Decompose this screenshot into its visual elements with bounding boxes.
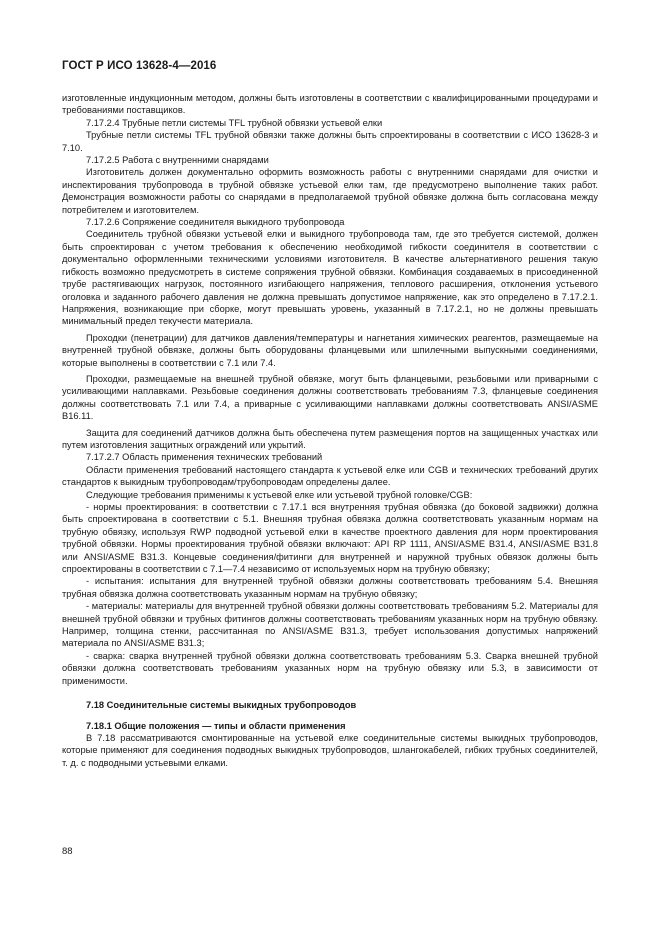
paragraph: Области применения требований настоящего стандарта к устьевой елке или CGB и технических требований других стандартов к выкидным трубопроводам/трубопроводам определены далее. xyxy=(62,464,598,488)
list-item-materials: - материалы: материалы для внутренней трубной обвязки должны соответствовать требованиям 5.2. Материалы для внешней трубной обвязки и трубных фитингов должны соответствовать требованиям указанных норм на трубную обвязку. Например, толщина стенки, рассчитанная по ANSI/ASME B31.3, требует использования допустимых напряжений материала по ANSI/ASME B31.3; xyxy=(62,601,598,649)
paragraph-continuation: изготовленные индукционным методом, должны быть изготовлены в соответствии с квалифицированными процедурами и требованиями поставщиков. xyxy=(62,93,598,116)
page-number: 88 xyxy=(62,846,73,857)
paragraph: Проходки, размещаемые на внешней трубной обвязке, могут быть фланцевыми, резьбовыми или приварными с усиливающими наплавками. Резьбовые соединения должны соответствовать требованиям 7.3, фланцевые соединения должны соответствовать 7.1 или 7.4, а приварные с усиливающими наплавками должны соответствовать ANSI/ASME B16.11. xyxy=(62,373,598,422)
clause-7-17-2-7-title: 7.17.2.7 Область применения технических требований xyxy=(86,452,323,463)
paragraph: Следующие требования применимы к устьевой елке или устьевой трубной головке/CGB: xyxy=(86,489,473,500)
paragraph: Проходки (пенетрации) для датчиков давления/температуры и нагнетания химических реагентов, размещаемые на внутренней трубной обвязке, должны быть оборудованы фланцевыми или шпилечными выпускными соединениями, которые выполнены в соответствии с 7.1 или 7.4. xyxy=(62,332,598,368)
paragraph: Защита для соединений датчиков должна быть обеспечена путем размещения портов на защищенных участках или путем изготовления защитных ограждений или укрытий. xyxy=(62,427,598,450)
section-7-18-1-heading: 7.18.1 Общие положения — типы и области применения xyxy=(86,720,346,731)
clause-7-17-2-4-title: 7.17.2.4 Трубные петли системы TFL трубной обвязки устьевой елки xyxy=(86,117,383,128)
document-body xyxy=(62,92,598,769)
clause-7-17-2-5-title: 7.17.2.5 Работа с внутренними снарядами xyxy=(86,155,269,166)
paragraph: Трубные петли системы TFL трубной обвязки также должны быть спроектированы в соответствии с ИСО 13628-3 и 7.10. xyxy=(62,130,598,153)
list-item-testing: - испытания: испытания для внутренней трубной обвязки должны соответствовать требованиям 5.4. Внешняя трубная обвязка должна соответствовать указанным нормам на трубную обвязку; xyxy=(62,576,598,599)
paragraph: Соединитель трубной обвязки устьевой елки и выкидного трубопровода там, где это требуется системой, должен быть спроектирован с учетом требования к обеспечению необходимой гибкости соединителя в соответствии с документально оформленными техническими условиями изготовителя. В качестве альтернативного решения такую гибкость возможно предусмотреть в системе сопряжения трубной обвязки. Комбинация создаваемых в присоединенной трубе растягивающих нагрузок, постоянного изгибающего напряжения, теплового расширения, отклонения устьевого оголовка и заданного рабочего давления не должна превышать допустимое напряжение, как это определено в 7.17.2.1. Напряжения, возникающие при сборке, могут превышать уровень, указанный в 7.17.2.1, но не должны превышать минимальный предел текучести материала. xyxy=(62,229,598,327)
section-7-18-heading: 7.18 Соединительные системы выкидных трубопроводов xyxy=(86,700,357,711)
clause-7-17-2-6-title: 7.17.2.6 Сопряжение соединителя выкидного трубопровода xyxy=(86,217,345,228)
paragraph: В 7.18 рассматриваются смонтированные на устьевой елке соединительные системы выкидных трубопроводов, которые применяют для соединения подводных выкидных трубопроводов, шлангокабелей, гибких трубных соединителей, т. д. с подводными устьевыми елками. xyxy=(62,732,598,768)
page-header-title: ГОСТ Р ИСО 13628-4—2016 xyxy=(62,60,217,72)
list-item-welding: - сварка: сварка внутренней трубной обвязки должна соответствовать требованиям 5.3. Сварка внешней трубной обвязки должна соответствовать требованиям указанных норм на трубную обвязку или 5.3, в зависимости от применимости. xyxy=(62,650,598,686)
list-item-design-codes: - нормы проектирования: в соответствии с 7.17.1 вся внутренняя трубная обвязка (до боковой задвижки) должна быть спроектирована в соответствии с 5.1. Внешняя трубная обвязка должна соответствовать указанным нормам на трубную обвязку, используя RWP подводной устьевой елки в качестве проектного давления для норм проектирования трубной обвязки. Нормы проектирования трубной обвязки включают: API RP 1111, ANSI/ASME B31.4, ANSI/ASME B31.8 или ANSI/ASME B31.3. Концевые соединения/фитинги для внутренней и наружной трубных обвязок должны быть спроектированы в соответствии с 7.1—7.4 независимо от используемых норм на трубную обвязку; xyxy=(62,502,598,575)
paragraph: Изготовитель должен документально оформить возможность работы с внутренними снарядами для очистки и инспектирования трубопровода в трубной обвязке устьевой елки там, где предусмотрено выполнение таких работ. Демонстрация возможности работы со снарядами в предполагаемой трубной обвязке должна быть согласована между потребителем и изготовителем. xyxy=(62,167,598,215)
